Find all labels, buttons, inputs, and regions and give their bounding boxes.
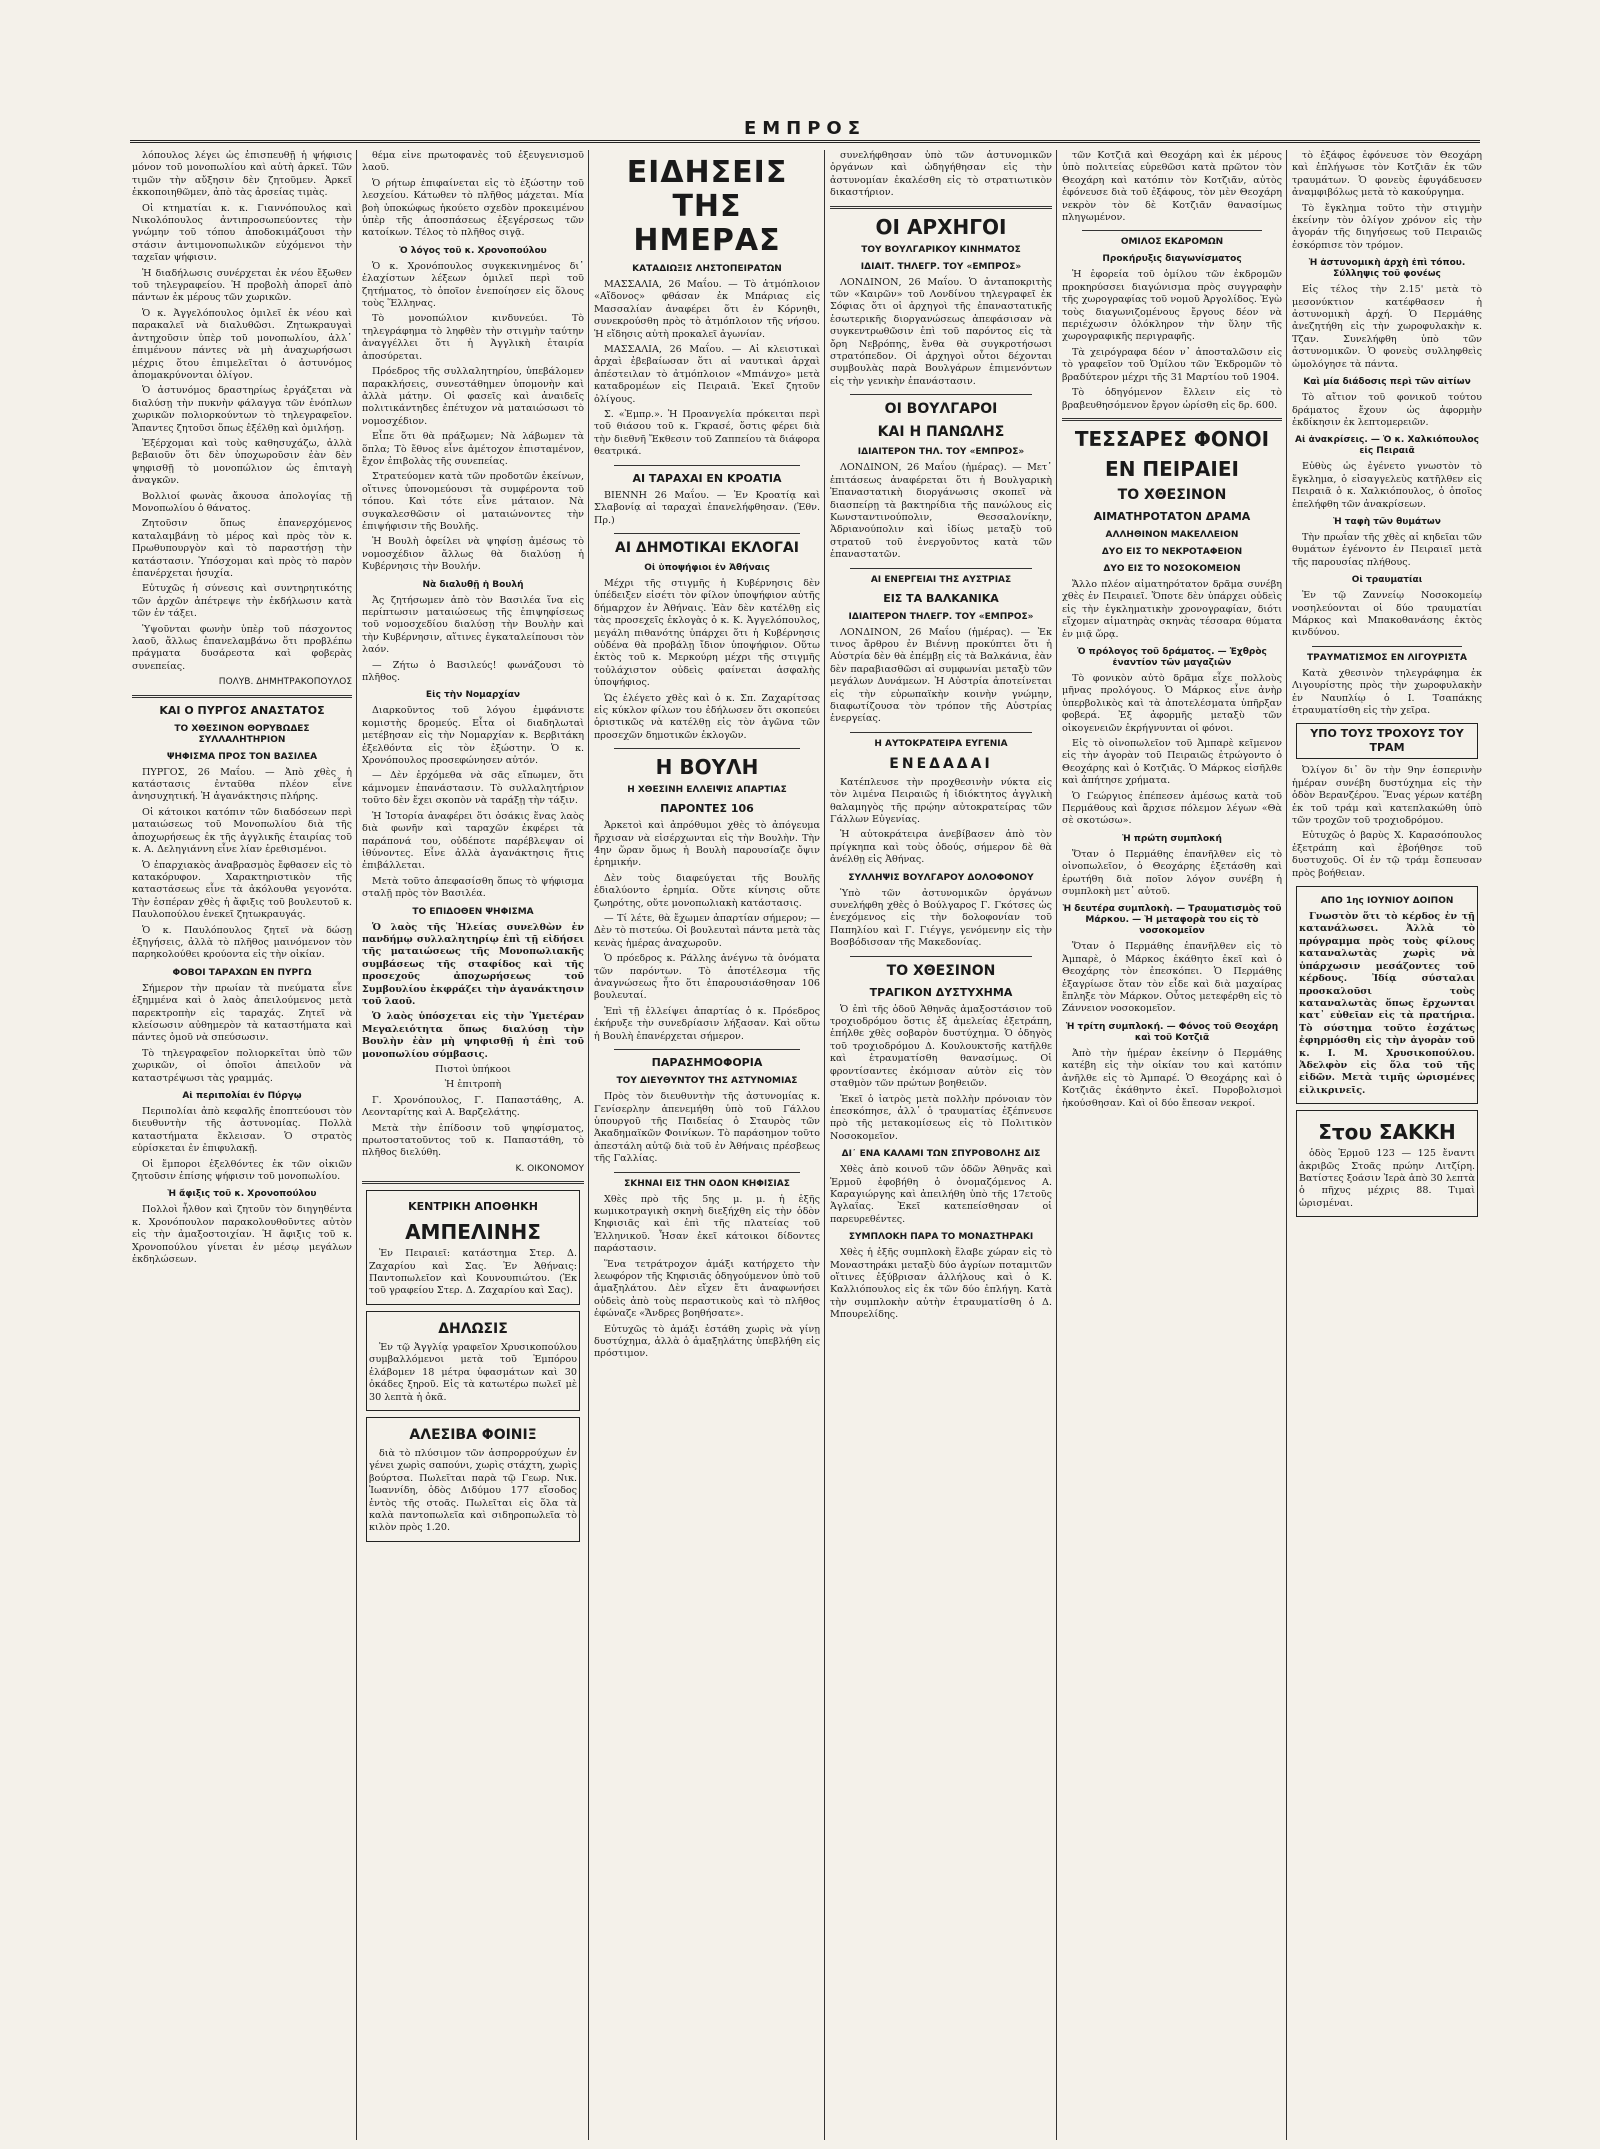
divider	[850, 732, 1032, 733]
paragraph: Εὐθὺς ὡς ἐγένετο γνωστὸν τὸ ἔγκλημα, ὁ εἰσαγγελεὺς κατῆλθεν εἰς Πειραιᾶ ὁ κ. Χαλκιόπουλος, ὁ ὁποῖος ἐπελήφθη τῶν ἀνακρίσεων.	[1292, 461, 1482, 510]
divider	[614, 1172, 800, 1173]
subheadline: ΑΙΜΑΤΗΡΟΤΑΤΟΝ ΔΡΑΜΑ	[1093, 509, 1251, 523]
advertisement	[366, 1311, 580, 1411]
paragraph: Τὴν πρωΐαν τῆς χθὲς αἱ κηδεῖαι τῶν θυμάτων ἐγένοντο ἐν Πειραιεῖ μετὰ τῆς παρουσίας πλήθους.	[1292, 531, 1482, 568]
ad-text: Ἐν Πειραιεῖ: κατάστημα Στερ. Δ. Ζαχαρίου καὶ Σας. Ἐν Ἀθήναις: Παντοπωλεῖον καὶ Κουνουπιώτου. (Ἐκ τοῦ γραφείου Στερ. Δ. Ζαχαρίου καὶ Σας).	[369, 1248, 577, 1297]
paragraph: Ἀπὸ τὴν ἡμέραν ἐκείνην ὁ Περμάθης κατέβη εἰς τὴν οἰκίαν του καὶ κατόπιν ἀνῆλθε εἰς τὸ Ἀμπαρέ. Ὁ Θεοχάρης καὶ ὁ Κοτζιᾶς ἐκάθηντο ἐκεῖ. Πυροβολισμοὶ ἠκούσθησαν. Καὶ οἱ δύο ἔπεσαν νεκροί.	[1062, 1047, 1282, 1109]
headline: ΑΙ ΔΗΜΟΤΙΚΑΙ ΕΚΛΟΓΑΙ	[615, 539, 799, 556]
paragraph: Ἀρκετοὶ καὶ ἀπρόθυμοι χθὲς τὸ ἀπόγευμα ἤρχισαν νὰ εἰσέρχωνται εἰς τὴν Βουλὴν. Τὴν 4ην ὥραν ὅμως ἡ Βουλὴ παρουσίαζε ὄψιν ἐρημικήν.	[594, 820, 820, 869]
paragraph: Ὁ ρήτωρ ἐπιφαίνεται εἰς τὸ ἐξώστην τοῦ λεσχείου. Κάτωθεν τὸ πλῆθος μάχεται. Μία βοὴ ὑποκώφως ἠκούετο σχεδὸν προκειμένου ὑπὲρ τῆς ἀποσπάσεως ἐξεγέρσεως τῶν κατοίκων. Τέλος τὸ πλῆθος σιγᾷ.	[362, 177, 584, 239]
column-4	[830, 150, 1052, 2140]
paragraph: Βολλιοί φωνὰς ἄκουσα ἀπολογίας τῇ Μονοπωλίου ὁ θάνατος.	[132, 490, 352, 514]
subheadline: Ἡ ἄφιξις τοῦ κ. Χρονοπούλου	[167, 1189, 317, 1200]
headline: ΠΑΡΑΣΗΜΟΦΟΡΙΑ	[651, 1056, 763, 1070]
paragraph: Ἡ Βουλὴ ὀφείλει νὰ ψηφίσῃ ἀμέσως τὸ νομοσχέδιον ἄλλως θὰ διαλύσῃ ἡ Κυβέρνησις τὴν Βουλήν.	[362, 536, 584, 573]
subheadline: Εἰς τὴν Νομαρχίαν	[425, 690, 521, 701]
headline: Η ΒΟΥΛΗ	[655, 755, 759, 780]
advertisement	[366, 1190, 580, 1305]
column-rule	[588, 150, 589, 2140]
ad-text: Ἐν τῷ Ἀγγλίᾳ γραφεῖον Χρυσικοπούλου συμβαλλόμενοι μετὰ τοῦ Ἐμπόρου ἐλάβομεν 18 μέτρα ὑφασμάτων καὶ 30 ὀκάδες ξηροῦ. Εἰς τὰ κατωτέρω πωλεῖ μὲ 30 λεπτὰ ἡ ὀκᾶ.	[369, 1341, 577, 1403]
paragraph: ΛΟΝΔΙΝΟΝ, 26 Μαΐου. Ὁ ἀνταποκριτὴς τῶν «Καιρῶν» τοῦ Λονδίνου τηλεγραφεῖ ἐκ Σόφιας ὅτι οἱ ἀρχηγοὶ τῆς ἐπαναστατικῆς ἐσωτερικῆς διοργανώσεως ἀπεφάσισαν νὰ συγκεντρωθῶσιν ἐπὶ τοῦ παρόντος εἰς τὰ ὄρη Νεβρόπης, ἔνθα θὰ συγκροτήσωσι στρατόπεδον. Οἱ ἀρχηγοὶ οὗτοι δέχονται συμβουλὰς παρὰ Βουλγάρων ἐπιμενόντων εἰς τὴν γενικὴν ἐπανάστασιν.	[830, 276, 1052, 387]
paragraph: Ἡ διαδήλωσις συνέρχεται ἐκ νέου ἔξωθεν τοῦ τηλεγραφείου. Ἡ προβολὴ ἀπορεῖ ἀπὸ πάντων ἐκ μέρους τῶν χωρικῶν.	[132, 267, 352, 304]
newspaper-title: ΕΜΠΡΟΣ	[743, 118, 867, 139]
divider	[614, 533, 800, 534]
advertisement	[1296, 1110, 1478, 1217]
ad-title: ΑΠΟ 1ης ΙΟΥΝΙΟΥ ΔΟΙΠΟΝ	[1320, 896, 1454, 907]
divider	[1312, 646, 1462, 647]
subheadline: Οἱ ὑποψήφιοι ἐν Ἀθήναις	[644, 562, 770, 573]
paragraph: Ἐν τῷ Ζαννείῳ Νοσοκομείῳ νοσηλεύονται οἱ δύο τραυματίαι Μάρκος καὶ Μπακοθανάσης ἐκτὸς κινδύνου.	[1292, 590, 1482, 639]
headline: ΔΙ᾽ ΕΝΑ ΚΑΛΑΜΙ ΤΩΝ ΣΠΥΡΟΒΟΛΗΣ ΔΙΣ	[841, 1149, 1041, 1160]
paragraph: Μέχρι τῆς στιγμῆς ἡ Κυβέρνησις δὲν ὑπέδειξεν εἰσέτι τὸν φίλον ὑποψήφιον αὐτῆς δήμαρχον ἐν Ἀθήναις. Ἐὰν δὲν κατέλθῃ εἰς τὰς προσεχεῖς ἐκλογὰς ὁ κ. Κ. Ἀγγελόπουλος, μεγάλη πιθανότης ὑπάρχει ὅτι ἡ Κυβέρνησις οὐδένα θὰ προβάλῃ ἴδιον ὑποψήφιον. Οὕτω ἐκτὸς τοῦ κ. Μερκούρη μέχρι τῆς στιγμῆς τοὐλάχιστον οὐδεὶς φαίνεται ἀσφαλὴς ὑποψήφιος.	[594, 577, 820, 689]
divider	[1062, 418, 1282, 421]
subheadline: ΔΥΟ ΕΙΣ ΤΟ ΝΟΣΟΚΟΜΕΙΟΝ	[1103, 563, 1241, 574]
paragraph: Διαρκοῦντος τοῦ λόγου ἐμφάνιστε κομιστὴς δρομεύς. Εἶτα οἱ διαδηλωταὶ μετέβησαν εἰς τὴν Νομαρχίαν κ. Βερβιτάκη ἐξελθόντα εἰς τὸν ἐξώστην. Ὁ κ. Χρονόπουλος προσεφώνησεν αὐτόν.	[362, 705, 584, 767]
paragraph: Ὁ λαὸς ὑπόσχεται εἰς τὴν Ὑμετέραν Μεγαλειότητα ὅπως διαλύσῃ τὴν Βουλὴν ἐὰν μὴ ψηφισθῇ ἡ ἐπὶ τοῦ μονοπωλίου σύμβασις.	[362, 1011, 584, 1060]
column-6	[1292, 150, 1482, 2140]
headline: ΕΝ ΠΕΙΡΑΙΕΙ	[1105, 456, 1239, 481]
ad-title: ΑΛΕΣΙΒΑ ΦΟΙΝΙΞ	[409, 1426, 537, 1443]
ad-title: ΚΕΝΤΡΙΚΗ ΑΠΟΘΗΚΗ	[408, 1200, 538, 1214]
byline: Κ. ΟΙΚΟΝΟΜΟΥ	[515, 1163, 584, 1174]
paragraph: — Ζήτω ὁ Βασιλεύς! φωνάζουσι τὸ πλῆθος.	[362, 659, 584, 684]
paragraph: Ὀλίγον δι᾽ ὃν τὴν 9ην ἑσπερινὴν ἡμέραν συνέβη δυστύχημα εἰς τὴν ὁδὸν Βερανζέρου. Ἕνας γέρων κατέβη ἐκ τοῦ τράμ καὶ κατεπλακώθη ὑπὸ τῶν τροχῶν τοῦ τροχιοδρόμου.	[1292, 765, 1482, 827]
ad-text: Γνωστὸν ὅτι τὸ κέρδος ἐν τῇ κατανάλωσει. Ἀλλὰ τὸ πρόγραμμα πρὸς τοὺς φίλους καταναλωτὰς χωρὶς νὰ ὑπάρχωσιν μεσάζοντες τοῦ κέρδους. Ἰδίᾳ σύσταλαι προσκαλοῦσι τοὺς καταναλωτὰς ὅπως ἔρχωνται κατ᾽ εὐθεῖαν εἰς τὰ πρατήρια. Τὸ σύστημα τοῦτο ἐσχάτως ἐφηρμόσθη εἰς τὴν ἀγορὰν τοῦ κ. Ι. Μ. Χρυσικοπούλου. Ἀδελφὸν εἰς ὅλα τοῦ τῆς εἰδῶν. Μετὰ τιμῆς ὡρισμένες εἰλικρινεῖς.	[1299, 911, 1475, 1096]
paragraph: Ὁ κ. Ἀγγελόπουλος ὁμιλεῖ ἐκ νέου καὶ παρακαλεῖ νὰ διαλυθῶσι. Ζητωκραυγαὶ ἀντηχοῦσιν ὑπὲρ τοῦ μονοπωλίου, ἀλλ᾽ ἐπιμένουν πάντες νὰ μὴ ἀναχωρήσωσι μέχρις ὅτου ἐπιμελεῖται ὁ ἀστυνόμος ἀπομακρύνονται ὀλίγον.	[132, 307, 352, 381]
paragraph: ΒΙΕΝΝΗ 26 Μαΐου. — Ἐν Κροατίᾳ καὶ Σλαβονίᾳ αἱ ταραχαὶ ἐπανελήφθησαν. (Ἐθν. Πρ.)	[594, 489, 820, 526]
paragraph: Ὁ ἐπαρχιακὸς ἀναβρασμὸς ἔφθασεν εἰς τὸ κατακόρυφον. Χαρακτηριστικὸν τῆς καταστάσεως εἶνε τὰ ἀκόλουθα γεγονότα. Τὴν ἑσπέραν χθὲς ἡ ἄφιξις τοῦ βουλευτοῦ κ. Παυλοπούλου ἐνεκεῖ ζητωκραυγάς.	[132, 859, 352, 921]
paragraph: λόπουλος λέγει ὡς ἐπισπευθῇ ἡ ψήφισις μόνον τοῦ μονοπωλίου καὶ αὐτὴ ἀρκεῖ. Τῶν τιμῶν τὴν αὔξησιν δὲν ζητοῦμεν. Ἀρκεῖ ἐκκοποιηθῶμεν, ἀπὸ τὰς ἀρσείας τιμὰς.	[132, 150, 352, 199]
paragraph: Ὁ λαὸς τῆς Ἠλείας συνελθὼν ἐν πανδήμῳ συλλαλητηρίῳ ἐπὶ τῇ εἰδήσει τῆς ματαιώσεως τῆς Μονοπωλιακῆς συμβάσεως τῆς σταφίδος καὶ τῆς προσεχοῦς ἀποχωρήσεως τοῦ Συμβουλίου ἐκφράζει τὴν ἀγανάκτησιν τοῦ λαοῦ.	[362, 921, 584, 1007]
paragraph: Ὡς ἐλέγετο χθὲς καὶ ὁ κ. Σπ. Ζαχαρίτσας εἰς κύκλον φίλων του ἐδήλωσεν ὅτι σκοπεύει ὁριστικῶς νὰ κατέλθῃ εἰς τὸν ἀγῶνα τῶν προσεχῶν δημοτικῶν ἐκλογῶν.	[594, 692, 820, 741]
column-1	[132, 150, 352, 2140]
paragraph: Μετὰ τὴν ἐπίδοσιν τοῦ ψηφίσματος, πρωτοστατοῦντος τοῦ κ. Παπαστάθη, τὸ πλῆθος διελύθη.	[362, 1122, 584, 1159]
column-5	[1062, 150, 1282, 2140]
subheadline: Ἡ πρώτη συμπλοκή	[1122, 833, 1222, 844]
subheadline: ΚΑΤΑΔΙΩΞΙΣ ΛΗΣΤΟΠΕΙΡΑΤΩΝ	[632, 264, 782, 274]
paragraph: Γ. Χρονόπουλος, Γ. Παπαστάθης, Α. Λεονταρίτης καὶ Α. Βαρζελάτης.	[362, 1094, 584, 1119]
masthead	[130, 118, 1480, 143]
column-2	[362, 150, 584, 2140]
paragraph: Ὁ κ. Παυλόπουλος ζητεῖ νὰ δώσῃ ἐξηγήσεις, ἀλλὰ τὸ πλῆθος μαινόμενον τὸν παρηκολούθει κρούοντα εἰς τὴν οἰκίαν.	[132, 924, 352, 961]
paragraph: Εἰς τὸ οἰνοπωλεῖον τοῦ Ἀμπαρὲ κεῖμενον εἰς τὴν ἀγορὰν τοῦ Πειραιῶς ἐτρώγοντο ὁ Θεοχάρης καὶ ὁ Κοτζιᾶς. Ὁ Μάρκος εἰσῆλθε καὶ ἀπήτησε χρήματα.	[1062, 737, 1282, 787]
headline: ΟΜΙΛΟΣ ΕΚΔΡΟΜΩΝ	[1120, 237, 1224, 248]
ad-title: Στου ΣΑΚΚΗ	[1318, 1120, 1456, 1145]
paragraph: Εὐτυχῶς ὁ βαρὺς Χ. Καρασόπουλος ἐξετράπη καὶ ἐβοήθησε τοῦ δυστυχοῦς. Οἱ ἐν τῷ τράμ ἔσπευσαν πρὸς βοήθειαν.	[1292, 830, 1482, 879]
paragraph: Τὸ ἔγκλημα τοῦτο τὴν στιγμὴν ἐκείνην τὸν ὀλίγον χρόνον εἰς τὴν ἀγοράν τῆς διηγήσεως τοῦ Πειραιῶς ἐσκόρπισε τὸν τρόμον.	[1292, 202, 1482, 251]
paragraph: Δὲν τοὺς διαφεύγεται τῆς Βουλῆς ἐδιαλύοντο ἐρημία. Οὔτε κίνησις οὔτε ζωηρότης, οὔτε μονοπωλιακὴ κατάστασις.	[594, 872, 820, 909]
divider	[1082, 230, 1262, 231]
subheadline: ΤΟ ΧΘΕΣΙΝΟΝ ΘΟΡΥΒΩΔΕΣ ΣΥΛΛΑΛΗΤΗΡΙΟΝ	[174, 723, 310, 745]
column-rule	[356, 150, 357, 2140]
column-3	[594, 150, 820, 2140]
subheadline: ΤΟ ΕΠΙΔΟΘΕΝ ΨΗΦΙΣΜΑ	[412, 906, 534, 917]
paragraph: Ζητοῦσιν ὅπως ἐπανερχόμενος καταλαμβάνῃ τὸ μέρος καὶ πρὸς τὸν κ. Πρωθυπουργὸν καὶ τὸ παραστήσῃ τὴν κατάστασιν. Ὑπόσχομαι καὶ πρὸς τὸ παρὸν ἐπανέρχεται ἡσυχία.	[132, 518, 352, 579]
divider	[362, 1181, 584, 1184]
subheadline: ΦΟΒΟΙ ΤΑΡΑΧΩΝ ΕΝ ΠΥΡΓΩ	[172, 967, 312, 978]
paragraph: Ἡ αὐτοκράτειρα ἀνεβίβασεν ἀπὸ τὸν πρίγκηπα καὶ τοὺς ὁδούς, σήμερον δὲ θὰ ἀνέλθῃ εἰς Ἀθήνας.	[830, 829, 1052, 866]
paragraph: Πρὸς τὸν διευθυντὴν τῆς ἀστυνομίας κ. Γενίσερλην ἀπενεμήθη ὑπὸ τοῦ Γάλλου ὑπουργοῦ τῆς Παιδείας ὁ Σταυρὸς τῶν Ἀκαδημαϊκῶν Φοινίκων. Τὸ παράσημον τοῦτο ἀπεστάλη αὐτῷ διὰ τοῦ ἐν Ἀθήναις πρέσβεως τῆς Γαλλίας.	[594, 1091, 820, 1165]
column-rule	[1056, 150, 1057, 2140]
paragraph: τὸ ἐξάφος ἐφόνευσε τὸν Θεοχάρη καὶ ἐπλήγωσε τὸν Κοτζιᾶν ἐκ τῶν τραυμάτων. Ὁ φονεὺς ἐφυγάδευσεν ἀναμφιβόλως μετὰ τὸ κακούργημα.	[1292, 150, 1482, 199]
paragraph: Ἐπὶ τῇ ἐλλείψει ἀπαρτίας ὁ κ. Πρόεδρος ἐκήρυξε τὴν συνεδρίασιν λήξασαν. Καὶ οὕτω ἡ Βουλὴ ἐπανέρχεται σήμερον.	[594, 1005, 820, 1042]
subheadline: Ἡ δευτέρα συμπλοκὴ. — Τραυματισμὸς τοῦ Μάρκου. — Ἡ μεταφορὰ του εἰς τὸ νοσοκομεῖον	[1062, 904, 1282, 937]
subheadline: ΤΟΥ ΒΟΥΛΓΑΡΙΚΟΥ ΚΙΝΗΜΑΤΟΣ	[861, 244, 1021, 255]
subheadline: ΔΥΟ ΕΙΣ ΤΟ ΝΕΚΡΟΤΑΦΕΙΟΝ	[1101, 546, 1243, 557]
paragraph: Τὸ μονοπώλιον κινδυνεύει. Τὸ τηλεγράφημα τὸ ληφθὲν τὴν στιγμὴν ταύτην ἀναγγέλλει ὅτι ἡ Ἀγγλικὴ ἑταιρία ἀποσύρεται.	[362, 313, 584, 362]
paragraph: Τὸ αἴτιον τοῦ φονικοῦ τούτου δράματος ἔχουν ὡς ἀφορμὴν ἐκδίκησιν ἐκ λεπτομερειῶν.	[1292, 392, 1482, 428]
paragraph: Τὸ ὁδηγόμενον ἔλλειν εἰς τὸ βραβευθησόμενον ἔργον ὡρίσθη εἰς δρ. 600.	[1062, 387, 1282, 411]
headline: ΤΟ ΧΘΕΣΙΝΟΝ	[1117, 486, 1227, 503]
dateline: ΙΔΙΑΙΤ. ΤΗΛΕΓΡ. ΤΟΥ «ΕΜΠΡΟΣ»	[860, 261, 1022, 272]
paragraph: Ἕνα τετράτροχον ἁμάξι κατήρχετο τὴν λεωφόρον τῆς Κηφισιᾶς ὁδηγούμενον ὑπὸ τοῦ ἁμαξηλάτου. Δὲν εἴχεν ἔτι ἀναφωνήσει οὐδεὶς ἀπὸ τοὺς περαστικοὺς καὶ τὸ πλῆθος ἐφώναζε «Ἄνδρες βοηθήσατε».	[594, 1258, 820, 1320]
paragraph: Τὸ φονικὸν αὐτὸ δρᾶμα εἶχε πολλοὺς μῆνας προλόγους. Ὁ Μάρκος εἶνε ἀνὴρ ὑπερβολικὸς καὶ τὰ ἀποτελέσματα ὑπῆρξαν φοβερά. Ἐξ ἀφορμῆς μεταξὺ τῶν οἰκογενειῶν ἐκρήγνυνται οἱ φόνοι.	[1062, 672, 1282, 734]
subheadline: Η ΧΘΕΣΙΝΗ ΕΛΛΕΙΨΙΣ ΑΠΑΡΤΙΑΣ	[627, 785, 787, 796]
subheadline: Προκήρυξις διαγωνίσματος	[1102, 254, 1242, 265]
subheadline: Ὁ λόγος τοῦ κ. Χρονοπούλου	[399, 245, 547, 256]
paragraph: Ἐξέρχομαι καὶ τοὺς καθησυχάζω, ἀλλὰ βεβαιοῦν ὅτι δὲν ὑποχωροῦσιν ἐὰν δὲν ψηφισθῇ τὸ μονοπώλιον ὡς ἐπιταγὴ ἀναγκῶν.	[132, 437, 352, 487]
headline: ΚΑΙ Ο ΠΥΡΓΟΣ ΑΝΑΣΤΑΤΟΣ	[159, 703, 325, 717]
paragraph: Πιστοὶ ὑπήκοοι	[435, 1064, 511, 1075]
paragraph: Ὑψοῦνται φωνὴν ὑπὲρ τοῦ πάσχοντος λαοῦ, ἄλλως ἐπανελαμβάνω ὅτι προβλέπω πράγματα δυσάρεστα καὶ φοβερὰς συνεπείας.	[132, 623, 352, 672]
paragraph: Εὐτυχῶς τὸ ἁμάξι ἐστάθη χωρὶς νὰ γίνῃ δυστύχημα, ἀλλὰ ὁ ἁμαξηλάτης ὑπεβλήθη εἰς πρόστιμον.	[594, 1323, 820, 1360]
subheadline: Ἡ ἀστυνομικὴ ἀρχὴ ἐπὶ τόπου. Σύλληψις τοῦ φονέως	[1308, 258, 1466, 280]
ad-text: διὰ τὸ πλύσιμον τῶν ἀσπρορρούχων ἐν γένει χωρὶς σαπούνι, χωρὶς στάχτη, χωρὶς βούρτσα. Πωλεῖται παρὰ τῷ Γεωρ. Νικ. Ἰωαννίδη, ὁδὸς Διδύμου 177 εἴσοδος ἐντὸς τῆς στοᾶς. Πωλεῖται εἰς ὅλα τὰ καλὰ παντοπωλεῖα καὶ σιδηροπωλεῖα τὸ κιλὸν πρὸς 1.20.	[369, 1447, 577, 1534]
headline: Η ΑΥΤΟΚΡΑΤΕΙΡΑ ΕΥΓΕΝΙΑ	[874, 738, 1008, 749]
paragraph: Τὸ τηλεγραφεῖον πολιορκεῖται ὑπὸ τῶν χωρικῶν, οἱ ὁποῖοι ἀπειλοῦν νὰ καταστρέψωσι τὰς γραμμάς.	[132, 1047, 352, 1084]
dateline: ΙΔΙΑΙΤΕΡΟΝ ΤΗΛΕΓΡ. ΤΟΥ «ΕΜΠΡΟΣ»	[848, 611, 1034, 622]
paragraph: Ἡ ἐπιτροπὴ	[444, 1079, 502, 1091]
paragraph: Ὁ ἐπὶ τῆς ὁδοῦ Ἀθηνᾶς ἀμαξοστάσιον τοῦ τροχιοδρόμου ὅστις ἐξ ἀμελείας ἐξετράπη, ἐπήλθε χθὲς σοβαρὸν δυστύχημα. Ὁ ὁδηγὸς τοῦ τροχιοδρόμου Δ. Κουλουκτσῆς κατῆλθε καὶ ἐτραυματίσθη θανασίμως. Οἱ φροντίσαντες ἐκόμισαν αὐτὸν εἰς τὸν σταθμὸν τῶν πρώτων βοηθειῶν.	[830, 1003, 1052, 1090]
paragraph: Κατὰ χθεσινὸν τηλεγράφημα ἐκ Λιγουρίστης πρὸς τὴν χωροφυλακὴν ἐν Ναυπλίῳ ὁ Ι. Τσαπάκης ἐτραυματίσθη εἰς τὴν χεῖρα.	[1292, 667, 1482, 716]
headline: ΤΟ ΧΘΕΣΙΝΟΝ	[886, 962, 996, 979]
paragraph: Ὁ ἀστυνόμος δραστηρίως ἐργάζεται νὰ διαλύσῃ τὴν πυκνὴν φάλαγγα τῶν ἐνόπλων χωρικῶν πολιορκούντων τὸ τηλεγραφεῖον. Ἅπαντες ζητοῦσι ὅπως ἐξέλθῃ καὶ ὁμιλήσῃ.	[132, 385, 352, 434]
subheadline: ΤΟΥ ΔΙΕΥΘΥΝΤΟΥ ΤΗΣ ΑΣΤΥΝΟΜΙΑΣ	[616, 1076, 798, 1087]
headline: ΕΝΕΔΑΔΑΙ	[889, 755, 993, 772]
ad-text: ὁδὸς Ἑρμοῦ 123 — 125 ἔναντι ἀκριβῶς Στοᾶς πρώην Λιτζίρη. Βατίστες ξοάσιν Ἰερὰ ἀπὸ 30 λεπτὰ ὁ πῆχυς μέχρις 88. Τιμαὶ ὡρισμέναι.	[1299, 1148, 1475, 1209]
paragraph: Εὐτυχῶς ἡ σύνεσις καὶ συντηρητικότης τῶν ἀρχῶν ἀπέτρεψε τὴν ἐκδήλωσιν κατὰ τῶν ἐν τάξει.	[132, 583, 352, 620]
paragraph: ΠΥΡΓΟΣ, 26 Μαΐου. — Ἀπὸ χθὲς ἡ κατάστασις ἐνταῦθα πλέον εἶνε ἀνησυχητική. Ἡ ἀγανάκτησις πλήρης.	[132, 766, 352, 803]
paragraph: Χθὲς ἀπὸ κοινοῦ τῶν ὁδῶν Ἀθηνᾶς καὶ Ἑρμοῦ ἐφοβήθη ὁ ὀνομαζόμενος Α. Καραγιώργης καὶ ἀπειλήθη ὑπὸ τῆς 17ετοῦς Ἀγλαΐας. Ἐκεῖ κατεπείσθησαν οἱ παρευρεθέντες.	[830, 1164, 1052, 1225]
paragraph: Πολλοὶ ἦλθον καὶ ζητοῦν τὸν διηγηθέντα κ. Χρονόπουλον παρακολουθοῦντες αὐτὸν εἰς τὴν ἀμαξοστοιχίαν. Ἡ ἄφιξις τοῦ κ. Χρονοπούλου γίνεται ἐν μέσῳ μεγάλων ἐκδηλώσεων.	[132, 1204, 352, 1266]
subheadline: ΑΛΛΗΘΙΝΟΝ ΜΑΚΕΛΛΕΙΟΝ	[1105, 529, 1239, 540]
paragraph: τῶν Κοτζιᾶ καὶ Θεοχάρη καὶ ἐκ μέρους ὑπὸ πολιτείας εὑρεθῶσι κατὰ πρῶτον τὸν Θεοχάρη καὶ κατόπιν τὸν Κοτζιᾶν, αὐτὸς ἐφόνευσε διὰ τοῦ ἐξάφους, τὸν μὲν Θεοχάρη νεκρὸν τὸν δὲ Κοτζιᾶν θανασίμως πληγωμένον.	[1062, 150, 1282, 224]
headline: ΤΡΑΥΜΑΤΙΣΜΟΣ ΕΝ ΛΙΓΟΥΡΙΣΤΑ	[1307, 652, 1467, 663]
subheadline: Ἡ τρίτη συμπλοκή. — Φόνος τοῦ Θεοχάρη καὶ τοῦ Κοτζιᾶ	[1065, 1021, 1279, 1043]
column-rule	[824, 150, 825, 2140]
headline-box	[1296, 723, 1478, 759]
divider	[850, 568, 1032, 569]
headline: ΣΚΗΝΑΙ ΕΙΣ ΤΗΝ ΟΔΟΝ ΚΗΦΙΣΙΑΣ	[624, 1178, 790, 1189]
paragraph: ΜΑΣΣΑΛΙΑ, 26 Μαΐου. — Αἱ κλειστικαὶ ἀρχαὶ ἐβεβαίωσαν ὅτι αἱ ναυτικαὶ ἀρχαὶ ἀπέστειλαν τὸ ἀτμόπλοιον «Μπιάνχο» μετὰ καταδρομέων εἰς Πειραιᾶ. Ἐκεῖ ζητοῦν ὀλίγους.	[594, 344, 820, 405]
divider	[830, 206, 1052, 209]
paragraph: Οἱ κτηματίαι κ. κ. Γιαννόπουλος καὶ Νικολόπουλος ἀντιπροσωπεύοντες τὴν γνώμην τοῦ τόπου ἀποδοκιμάζουσι τὴν στάσιν ἀντιμονοπωλικῶν εὐχόμενοι τὴν ταχεῖαν ψήφισιν.	[132, 202, 352, 264]
paragraph: Κατέπλευσε τὴν προχθεσινὴν νύκτα εἰς τὸν λιμένα Πειραιῶς ἡ ἰδιόκτητος ἀγγλικὴ θαλαμηγὸς τῆς πρῴην αὐτοκρατείρας τῶν Γάλλων Εὐγενίας.	[830, 776, 1052, 825]
paragraph: Οἱ ἔμποροι ἐξελθόντες ἐκ τῶν οἰκιῶν ζητοῦσιν ἐπίσης ψήφισιν τοῦ μονοπωλίου.	[132, 1158, 352, 1183]
paragraph: Ὁ πρόεδρος κ. Ράλλης ἀνέγνω τὰ ὀνόματα τῶν παρόντων. Τὸ ἀποτέλεσμα τῆς ἀναγνώσεως ἦτο ὅτι ἐπαρουσιάσθησαν 106 βουλευταί.	[594, 953, 820, 1002]
subheadline: Αἱ περιπολίαι ἐν Πύργῳ	[182, 1091, 302, 1101]
headline: ΟΙ ΒΟΥΛΓΑΡΟΙ	[884, 401, 998, 418]
paragraph: Εἰς τέλος τὴν 2.15' μετὰ τὸ μεσονύκτιον κατέφθασεν ἡ ἀστυνομικὴ ἀρχή. Ὁ Περμάθης ἀνεζητήθη εἰς τὴν χωροφυλακὴν κ. Τζαν. Συνελήφθη ὑπὸ τῶν ἀστυνομικῶν. Ὁ φονεὺς συλληφθεὶς ὡμολόγησε τὰ πάντα.	[1292, 284, 1482, 370]
headline: ΑΙ ΤΑΡΑΧΑΙ ΕΝ ΚΡΟΑΤΙΑ	[632, 471, 782, 485]
paragraph: Χθὲς πρὸ τῆς 5ης μ. μ. ἡ ἑξῆς κωμικοτραγικὴ σκηνὴ διεξήχθη εἰς τὴν ὁδὸν Κηφισιᾶς καὶ ἐπὶ τῆς πλατείας τοῦ Ἑλληνικοῦ. Ἦσαν ἐκεῖ κάτοικοι δίδοντες παράστασιν.	[594, 1193, 820, 1255]
paragraph: ΛΟΝΔΙΝΟΝ, 26 Μαΐου (ἡμέρας). — Μετ᾽ ἐπιτάσεως ἀναφέρεται ὅτι ἡ Βουλγαρικὴ Ἐπαναστατικὴ διοργάνωσις σκοπεῖ νὰ διασπείρῃ τὰ βακτηρίδια τῆς πανώλους εἰς Κωνσταντινούπολιν, Θεσσαλονίκην, Ἀδριανούπολιν καὶ ἰδίως μεταξὺ τοῦ στρατοῦ τοῦ ἐνεργοῦντος κατὰ τῶν ἐπαναστατῶν.	[830, 462, 1052, 561]
paragraph: ΜΑΣΣΑΛΙΑ, 26 Μαΐου. — Τὸ ἀτμόπλοιον «Αἴδονος» φθάσαν ἐκ Μπάριας εἰς Μασσαλίαν ἀναφέρει ὅτι ἐν Κόρνηθι, συνεκρούσθη πρὸς τὸ ἀτμόπλοιον τῆς νήσου. Ἡ εἴδησις αὐτὴ προκαλεῖ ἀγωνίαν.	[594, 279, 820, 340]
divider	[614, 465, 800, 466]
paragraph: Ἡ Ἱστορία ἀναφέρει ὅτι ὁσάκις ἕνας λαὸς διὰ φωνῆν καὶ ταραχῶν ἐκφέρει τὰ παράπονά του, οὐδέποτε παρέβλεψαν οἱ ἰθύνοντες. Εἶνε ἀλλὰ ἀγανάκτησις ἤτις ἐπιβάλλεται.	[362, 810, 584, 872]
subheadline: ΠΑΡΟΝΤΕΣ 106	[660, 802, 754, 816]
byline: ΠΟΛΥΒ. ΔΗΜΗΤΡΑΚΟΠΟΥΛΟΣ	[218, 677, 352, 688]
divider	[850, 394, 1032, 395]
paragraph: Σ. «Ἐμπρ.». Ἡ Προανγελία πρόκειται περὶ τοῦ θιάσου τοῦ κ. Γκρασέ, ὅστις φέρει διὰ τὴν διεθνῆ Ἔκθεσιν τοῦ Ζαππείου τὰ διάφορα θεατρικά.	[594, 409, 820, 458]
subheadline: Ὁ πρόλογος τοῦ δράματος. — Ἐχθρὸς ἐναντίον τῶν μαγαζιῶν	[1077, 646, 1267, 668]
paragraph: Οἱ κάτοικοι κατόπιν τῶν διαδόσεων περὶ ματαιώσεως τοῦ Μονοπωλίου διὰ τῆς ἀποχωρήσεως ἐκ τῆς ἀγγλικῆς ἑταιρίας τοῦ κ. Α. Δεληγιάννη εἶνε λίαν ἐρεθισμένοι.	[132, 806, 352, 856]
subheadline: ΤΡΑΓΙΚΟΝ ΔΥΣΤΥΧΗΜΑ	[869, 985, 1013, 999]
headline: ΣΥΛΛΗΨΙΣ ΒΟΥΛΓΑΡΟΥ ΔΟΛΟΦΟΝΟΥ	[848, 872, 1034, 883]
paragraph: Χθὲς ἡ ἑξῆς συμπλοκὴ ἔλαβε χώραν εἰς τὸ Μοναστηράκι μεταξὺ δύο ἀγρίων ποταμιτῶν οἵτινες ἐξύβρισαν ἀλλήλους καὶ ὁ Κ. Καλλιόπουλος εἰς ἐκ τῶν δύο ἐπλήγη. Κατὰ τὴν συμπλοκὴν αὐτὴν ἐτραυματίσθη ὁ Δ. Μπουρελίδης.	[830, 1247, 1052, 1321]
paragraph: Ὁ Γεώργιος ἐπέπεσεν ἀμέσως κατὰ τοῦ Περμάθους καὶ ἄρχισε πόλεμον λέγων «Θὰ σὲ σκοτώσω».	[1062, 790, 1282, 827]
paragraph: Μετὰ τοῦτο ἀπεφασίσθη ὅπως τὸ ψήφισμα σταλῇ πρὸς τὸν Βασιλέα.	[362, 875, 584, 900]
subheadline: Οἱ τραυματίαι	[1351, 575, 1423, 586]
paragraph: Ἀς ζητήσωμεν ἀπὸ τὸν Βασιλέα ἵνα εἰς περίπτωσιν ματαιώσεως τῆς ἐπιψηφίσεως τοῦ νομοσχεδίου διαλύσῃ τὴν Βουλὴν καὶ τὴν Κυβέρνησιν, αἵτινες ἐγκαταλείπουσι τὸν λαόν.	[362, 594, 584, 656]
divider	[614, 748, 800, 749]
paragraph: Ὅταν ὁ Περμάθης ἐπανῆλθεν εἰς τὸ οἰνοπωλεῖον, ὁ Θεοχάρης ἐξετάσθη καὶ ἐρωτήθη διὰ ποῖον λόγον συνέβη ἡ συμπλοκὴ μετ᾽ αὐτοῦ.	[1062, 848, 1282, 898]
divider	[850, 956, 1032, 957]
headline: ΚΑΙ Η ΠΑΝΩΛΗΣ	[877, 424, 1005, 441]
paragraph: Τὰ χειρόγραφα δέον ν᾽ ἀποσταλῶσιν εἰς τὸ γραφεῖον τοῦ Ὁμίλου τῶν Ἐκδρομῶν τὸ βραδύτερον μέχρι τῆς 31 Μαρτίου τοῦ 1904.	[1062, 346, 1282, 383]
headline: ΥΠΟ ΤΟΥΣ ΤΡΟΧΟΥΣ ΤΟΥ ΤΡΑΜ	[1310, 727, 1464, 755]
paragraph: Εἶπε ὅτι θὰ πράξωμεν; Νὰ λάβωμεν τὰ ὅπλα; Τὸ ἔθνος εἶνε ἀμέτοχον ἐπισταμένον, ἔχον ἐπιβολὰς τῆς συνεπείας.	[362, 431, 584, 467]
paragraph: Ὁ κ. Χρονόπουλος συγκεκινημένος δι᾽ ἐλαχίστων λέξεων ὁμιλεῖ περὶ τοῦ ζητήματος, τὸ ὁποῖον ἐνεποίησεν εἰς ὅλους τοὺς Ἕλληνας.	[362, 260, 584, 310]
subheadline: Καὶ μία διάδοσις περὶ τῶν αἰτίων	[1303, 377, 1471, 388]
ad-title: ΑΜΠΕΛΙΝΗΣ	[405, 1220, 541, 1245]
paragraph: — Τί λέτε, θὰ ἔχωμεν ἀπαρτίαν σήμερον; — Δὲν τὸ πιστεύω. Οἱ βουλευταὶ πάντα μετὰ τὰς κενὰς ἡμέρας ἀναχωροῦν.	[594, 913, 820, 949]
paragraph: — Δὲν ἐρχόμεθα νὰ σᾶς εἴπωμεν, ὅτι κάμνομεν ἐπανάστασιν. Τὸ συλλαλητήριον τοῦτο δὲν ἔχει σκοπὸν νὰ ταράξῃ τὴν τάξιν.	[362, 770, 584, 807]
paragraph: Ἐκεῖ ὁ ἰατρὸς μετὰ πολλὴν πρόνοιαν τὸν ἐπεσκόπησε, ἀλλ᾽ ὁ τραυματίας ἐξέπνευσε πρὸ τῆς μετακομίσεως εἰς τὸ Πολιτικὸν Νοσοκομεῖον.	[830, 1093, 1052, 1142]
subheadline: ΨΗΦΙΣΜΑ ΠΡΟΣ ΤΟΝ ΒΑΣΙΛΕΑ	[166, 751, 318, 762]
paragraph: Σήμερον τὴν πρωίαν τὰ πνεύματα εἶνε ἐξημμένα καὶ ὁ λαὸς ἀπειλούμενος μετὰ παρεκτροπὴν εἰς ταραχάς. Ζητεῖ νὰ κλείσωσιν αὐθημερὸν τὰ καταστήματα καὶ πάντες ὁμοῦ νὰ σπεύσωσιν.	[132, 982, 352, 1044]
headline: ΣΥΜΠΛΟΚΗ ΠΑΡΑ ΤΟ ΜΟΝΑΣΤΗΡΑΚΙ	[848, 1232, 1034, 1243]
divider	[132, 695, 352, 698]
advertisement	[1296, 886, 1478, 1104]
divider	[614, 1049, 800, 1050]
headline: ΤΕΣΣΑΡΕΣ ΦΟΝΟΙ	[1074, 426, 1270, 451]
paragraph: Ἄλλο πλέον αἱματηρότατον δρᾶμα συνέβη χθὲς ἐν Πειραιεῖ. Ὅποτε δὲν ὑπάρχει οὐδεὶς εἰς τὴν ἐγκληματικὴν χρονογραφίαν, διότι εἴχομεν αἱματηρὰς σκηνὰς τέσσαρα θύματα ἐν μιᾷ ὥρᾳ.	[1062, 578, 1282, 640]
headline: ΕΙΣ ΤΑ ΒΑΛΚΑΝΙΚΑ	[883, 591, 999, 605]
dateline: ΙΔΙΑΙΤΕΡΟΝ ΤΗΛ. ΤΟΥ «ΕΜΠΡΟΣ»	[857, 447, 1025, 458]
paragraph: Ἡ ἐφορεία τοῦ ὁμίλου τῶν ἐκδρομῶν προκηρύσσει διαγώνισμα πρὸς συγγραφὴν τῆς χωρογραφίας τοῦ νομοῦ Ἀργολίδος. Ἐγὼ τοὺς διαγωνιζομένους ἔργους δέον νὰ περιέχωσιν ὁλόκληρον τὴν ὕλην τῆς χωρογραφικῆς περιγραφῆς.	[1062, 269, 1282, 343]
paragraph: Πρόεδρος τῆς συλλαλητηρίου, ὑπεβάλομεν παρακλήσεις, συνεστάθημεν ὑπομονὴν καὶ ἀλλὰ μάτην. Οἱ φασεῖς καὶ ἀναιδεῖς πολιτικάντηδες ἐπέτυχον νὰ ματαιώσωσι τὸ νομοσχέδιον.	[362, 366, 584, 427]
ad-title: ΔΗΛΩΣΙΣ	[438, 1320, 508, 1337]
paragraph: Περιπολίαι ἀπὸ κεφαλῆς ἐποπτεύουσι τὸν διευθυντὴν τῆς ἀστυνομίας. Πολλὰ καταστήματα ἔκλεισαν. Ὁ στρατὸς εὑρίσκεται ἐν ἐπιφυλακῇ.	[132, 1106, 352, 1155]
paragraph: συνελήφθησαν ὑπὸ τῶν ἀστυνομικῶν ὀργάνων καὶ ὡδηγήθησαν εἰς τὴν ἀστυνομίαν ἐκαλέσθη εἰς τὸ στρατιωτικὸν δικαστήριον.	[830, 150, 1052, 199]
advertisement	[366, 1417, 580, 1542]
subheadline: Νὰ διαλυθῇ ἡ Βουλή	[422, 579, 524, 590]
paragraph: Ὑπὸ τῶν ἀστυνομικῶν ὀργάνων συνελήφθη χθὲς ὁ Βούλγαρος Γ. Γκότσες ὡς ἐνεχόμενος εἰς τὴν δολοφονίαν τοῦ Παπηλίου καὶ Γ. Γιέγγε, γενόμενην εἰς τὴν Βοσβόδισσαν τῆς Μακεδονίας.	[830, 887, 1052, 949]
subheadline: Αἱ ἀνακρίσεις. — Ὁ κ. Χαλκιόπουλος εἰς Πειραιᾶ	[1295, 435, 1479, 457]
column-rule	[1286, 150, 1287, 2140]
paragraph: Στρατεύομεν κατὰ τῶν προδοτῶν ἐκείνων, οἵτινες ὑπονομεύουσι τὰ συμφέροντα τοῦ τόπου. Καὶ τότε εἶνε μάταιον. Νὰ συγκαλεσθῶσιν οἱ ματαιώνοντες τὴν ἐπιψήφισιν τῆς Βουλῆς.	[362, 471, 584, 532]
subheadline: Ἡ ταφὴ τῶν θυμάτων	[1333, 516, 1441, 527]
section-headline: ΕΙΔΗΣΕΙΣ ΤΗΣ ΗΜΕΡΑΣ	[626, 155, 788, 258]
paragraph: ΛΟΝΔΙΝΟΝ, 26 Μαΐου (ἡμέρας). — Ἐκ τινος ἄρθρου ἐν Βιέννῃ προκύπτει ὅτι ἡ Αὐστρία δὲν θὰ ἐπέμβῃ εἰς τὰ Βαλκάνια, ἐὰν δὲν παραβιασθῶσι αἱ συμφωνίαι μεταξὺ τῶν μεγάλων Δυνάμεων. Ἡ Αὐστρία ἀποτείνεται εἰς τὴν εὐρωπαϊκὴν κοινὴν γνώμην, διαφωτίζουσα τὸν τρόπον τῆς Αὐστρίας ἐνεργείας.	[830, 626, 1052, 725]
paragraph: Ὅταν ὁ Περμάθης ἐπανῆλθεν εἰς τὸ Ἀμπαρὲ, ὁ Μάρκος ἐκάθητο ἐκεῖ καὶ ὁ Θεοχάρης τὸν ἐπεσκόπει. Ὁ Περμάθης ἐξαγρίωσε ὅταν τὸν εἶδε καὶ διὰ μαχαίρας ἔπληξε τὸν Μάρκον. Οὗτος μετεφέρθη εἰς τὸ Ζάννειον νοσοκομεῖον.	[1062, 941, 1282, 1015]
headline: ΑΙ ΕΝΕΡΓΕΙΑΙ ΤΗΣ ΑΥΣΤΡΙΑΣ	[870, 574, 1012, 585]
headline: ΟΙ ΑΡΧΗΓΟΙ	[875, 214, 1007, 239]
paragraph: θέμα εἶνε πρωτοφανὲς τοῦ ἐξευγενισμοῦ λαοῦ.	[362, 150, 584, 174]
